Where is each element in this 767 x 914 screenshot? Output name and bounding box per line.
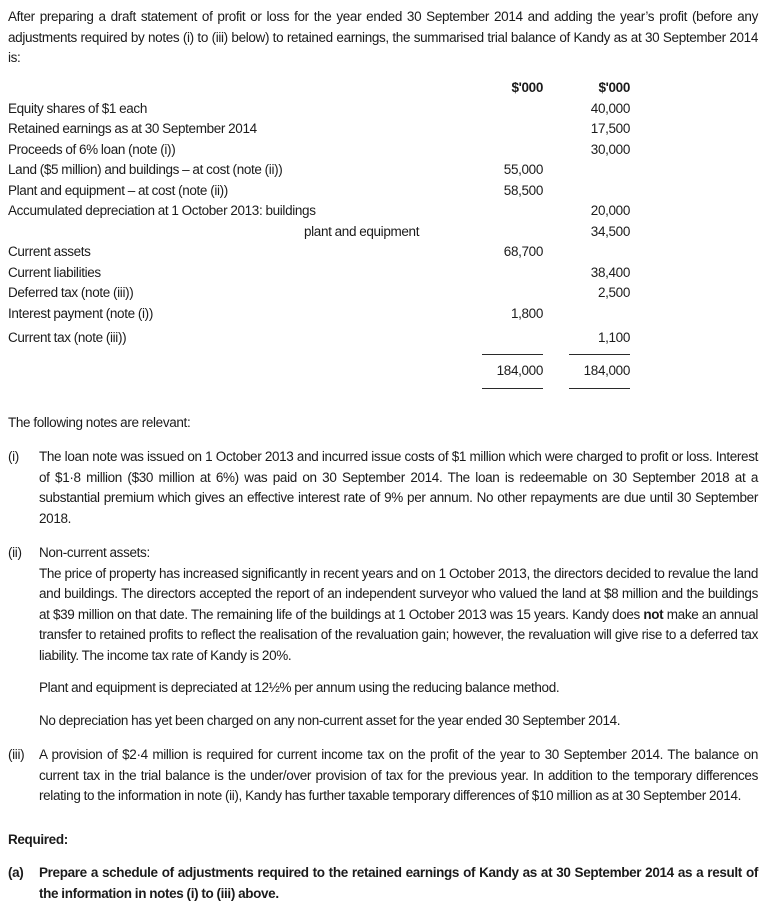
row-label: Current tax (note (iii)) (8, 330, 127, 345)
total-debit: 184,000 (496, 362, 543, 378)
total-rule-row (8, 383, 630, 394)
total-rule-row (8, 349, 630, 360)
row-label: Proceeds of 6% loan (note (i)) (8, 141, 176, 157)
debit-column-header: $'000 (511, 80, 543, 95)
row-debit: 55,000 (503, 162, 543, 177)
row-debit (456, 140, 543, 161)
note-1-text: The loan note was issued on 1 October 2013 and incurred issue costs of $1 million which were charged to profit or loss. Interest of $1·8 million ($30 million at 6%) was paid on 30 September 2014. The loan is redeemable on 30 September 2018 at a substantial premium which gives an effective interest rate of 9% per annum. No other repayments are due until 30 September 2018. (39, 449, 758, 526)
row-credit: 30,000 (590, 141, 630, 157)
row-label: Equity shares of $1 each (8, 100, 147, 116)
row-debit (456, 222, 543, 243)
row-label: Deferred tax (note (iii)) (8, 285, 134, 300)
trial-balance-table (8, 78, 630, 394)
note-1 (8, 447, 758, 529)
table-row (8, 181, 630, 202)
row-label: Accumulated depreciation at 1 October 2013: buildings (8, 203, 316, 218)
row-label: Current assets (8, 244, 91, 259)
note-2-paragraph-3: No depreciation has yet been charged on any non-current asset for the year ended 30 September 2014. (39, 712, 621, 728)
row-debit (456, 328, 543, 349)
note-2-text-pre: The price of property has increased significantly in recent years and on 1 October 2013, the directors decided to revalue the land and buildings. The directors accepted the report of an independent surveyor who valued the land at $8 million and the buildings at $39 million on that date. The remaining life of the buildings at 1 October 2013 was 15 years. Kandy does (39, 565, 758, 622)
note-3-marker: (iii) (8, 747, 25, 762)
row-debit (456, 263, 543, 284)
row-debit (456, 119, 543, 140)
row-debit: 1,800 (510, 305, 543, 321)
row-credit: 20,000 (590, 203, 630, 218)
credit-rule-line (569, 388, 630, 389)
row-credit (543, 181, 630, 202)
note-3 (8, 745, 758, 807)
table-row (8, 263, 630, 284)
table-row (8, 160, 630, 181)
notes-intro: The following notes are relevant: (8, 414, 191, 430)
header-spacer (8, 78, 456, 99)
credit-column-header: $'000 (598, 80, 630, 95)
table-row (8, 304, 630, 325)
row-label: Retained earnings as at 30 September 2014 (8, 121, 257, 136)
trial-balance-header-row (8, 78, 630, 99)
table-row (8, 283, 630, 304)
credit-rule-line (569, 354, 630, 355)
debit-rule-line (482, 388, 543, 389)
note-1-marker: (i) (8, 449, 19, 464)
row-credit (543, 242, 630, 263)
row-credit: 40,000 (590, 100, 630, 116)
intro-paragraph: After preparing a draft statement of profit or loss for the year ended 30 September 2014 and adding the year’s profit (before any adjustments required by notes (i) to (iii) below) to retained earnings, the summarised trial balance of Kandy as at 30 September 2014 is: (8, 9, 758, 65)
required-heading: Required: (8, 831, 68, 847)
note-2-paragraph-2: Plant and equipment is depreciated at 12½% per annum using the reducing balance method. (39, 680, 560, 695)
row-credit: 38,400 (590, 264, 630, 280)
row-label: plant and equipment (304, 223, 420, 239)
note-2-paragraph-1 (39, 564, 758, 667)
table-row (8, 201, 630, 222)
row-credit (543, 160, 630, 181)
requirement-a (8, 863, 758, 904)
row-credit: 17,500 (590, 121, 630, 136)
row-credit: 34,500 (590, 223, 630, 239)
note-2-heading: Non-current assets: (39, 545, 150, 560)
row-label: Interest payment (note (i)) (8, 305, 153, 321)
row-credit: 2,500 (597, 285, 630, 300)
row-credit (543, 304, 630, 325)
note-2-text-post: make an annual transfer to retained profits to reflect the realisation of the revaluation gain; however, the revaluation will give rise to a deferred tax liability. The income tax rate of Kandy is 20%. (39, 606, 759, 663)
row-debit (456, 99, 543, 120)
row-credit: 1,100 (597, 330, 630, 345)
table-row (8, 119, 630, 140)
total-credit: 184,000 (583, 362, 630, 378)
row-label: Plant and equipment – at cost (note (ii)) (8, 182, 228, 198)
table-row (8, 140, 630, 161)
requirement-a-text: Prepare a schedule of adjustments required to the retained earnings of Kandy as at 30 September 2014 as a result of the information in notes (i) to (iii) above. (39, 865, 758, 901)
table-row (8, 222, 630, 243)
row-debit: 68,700 (503, 244, 543, 259)
note-2 (8, 543, 758, 731)
note-3-text: A provision of $2·4 million is required for current income tax on the profit of the year to 30 September 2014. The balance on current tax in the trial balance is the under/over provision of tax for the previous year. In addition to the temporary differences relating to the information in note (ii), Kandy has further taxable temporary differences of $10 million as at 30 September 2014. (39, 747, 758, 803)
table-row (8, 328, 630, 349)
note-2-marker: (ii) (8, 545, 22, 560)
debit-rule-line (482, 354, 543, 355)
row-label: Current liabilities (8, 264, 101, 280)
table-row (8, 242, 630, 263)
row-debit (456, 201, 543, 222)
requirement-a-marker: (a) (8, 865, 24, 880)
totals-row (8, 360, 630, 383)
row-debit: 58,500 (503, 182, 543, 198)
row-label: Land ($5 million) and buildings – at cost (note (ii)) (8, 162, 283, 177)
table-row (8, 99, 630, 120)
note-2-text-bold: not (643, 606, 664, 622)
row-debit (456, 283, 543, 304)
